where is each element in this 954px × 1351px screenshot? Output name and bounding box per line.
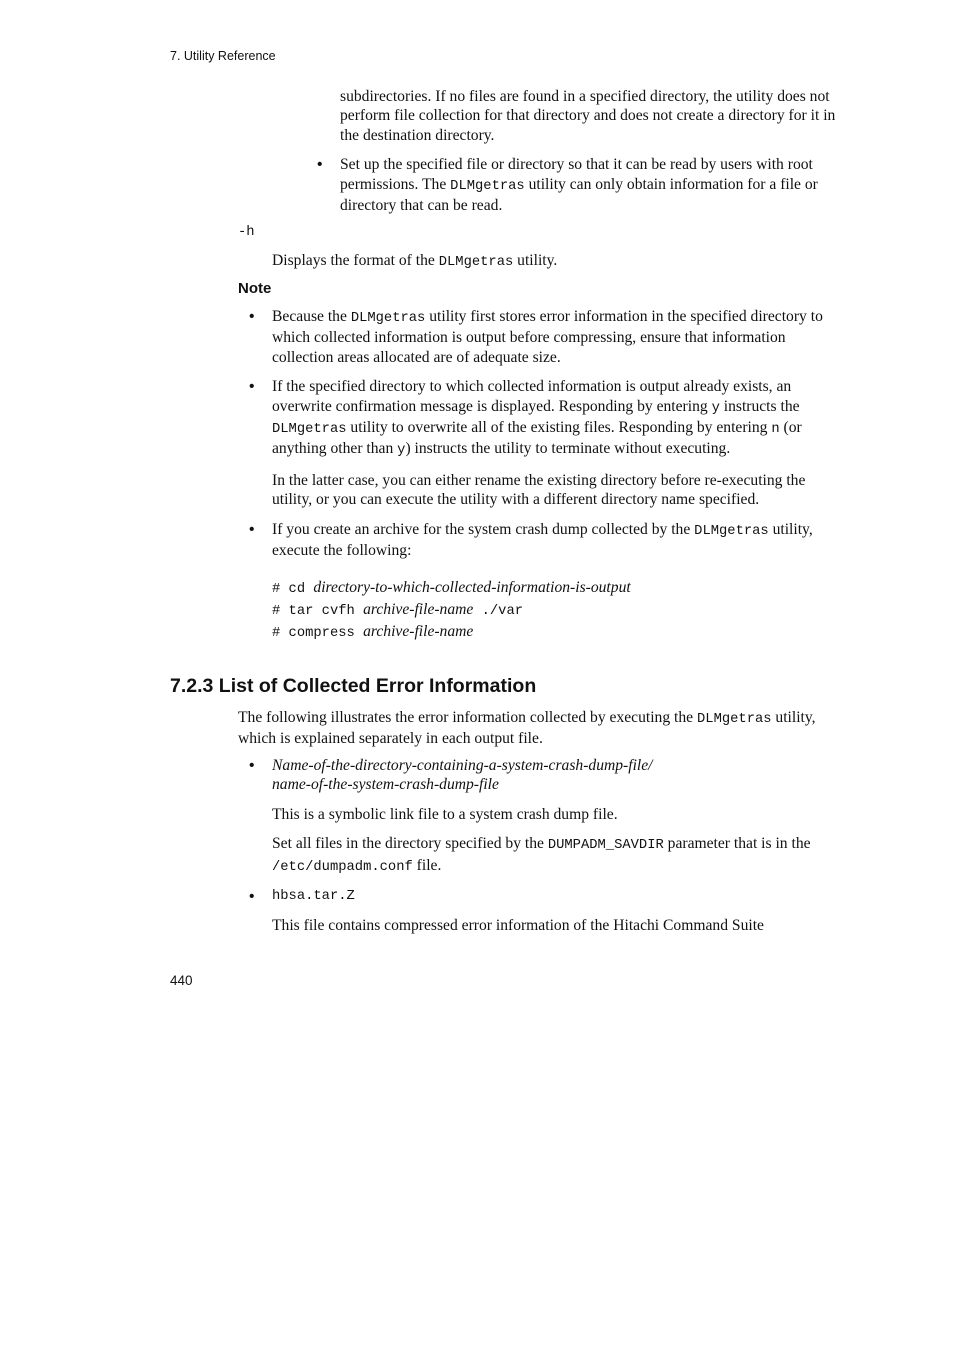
list-item	[317, 155, 840, 215]
bullet-glyph: •	[249, 378, 255, 396]
page-number: 440	[170, 973, 193, 988]
list-item-text: Because the DLMgetras utility first stores error information in the specified directory to which collected information is output before compressing, ensure that information collection areas allocated are of adequate size.	[272, 308, 823, 366]
command-block	[272, 578, 842, 643]
bullet-glyph: •	[317, 156, 323, 174]
bullet-glyph: •	[249, 757, 255, 774]
list-item	[249, 756, 842, 877]
list-item	[249, 307, 842, 367]
command-line: # tar cvfh archive-file-name ./var	[272, 601, 524, 620]
continuation-paragraph: subdirectories. If no files are found in a specified directory, the utility does not perform file collection for that directory and does not create a directory for it in the destination directory.	[340, 88, 836, 144]
command-line: # compress archive-file-name	[272, 622, 474, 641]
section-heading: 7.2.3 List of Collected Error Information	[170, 675, 537, 697]
section-intro: The following illustrates the error information collected by executing the DLMgetras utility, which is explained separately in each output file.	[238, 709, 816, 748]
list-item	[249, 887, 842, 936]
section-list	[249, 756, 842, 936]
continuation-block	[317, 87, 840, 215]
list-item-title: hbsa.tar.Z	[272, 889, 355, 905]
note-heading: Note	[238, 280, 272, 297]
list-item-title: Name-of-the-directory-containing-a-system-crash-dump-file/ name-of-the-system-crash-dump-file	[272, 757, 653, 794]
running-head: 7. Utility Reference	[170, 49, 276, 63]
option-flag: -h	[238, 225, 255, 240]
bullet-glyph: •	[249, 308, 255, 325]
note-list	[249, 307, 842, 643]
option-description: Displays the format of the DLMgetras utility.	[272, 252, 558, 270]
bullet-glyph: •	[249, 888, 255, 906]
list-item-text: If you create an archive for the system crash dump collected by the DLMgetras utility, execute the following:	[272, 520, 813, 560]
list-item	[249, 377, 842, 509]
list-item	[249, 520, 842, 561]
list-item-paragraph: Set all files in the directory specified by the DUMPADM_SAVDIR parameter that is in the /etc/dumpadm.conf file.	[272, 835, 811, 875]
command-line: # cd directory-to-which-collected-information-is-output	[272, 579, 631, 598]
list-item-text: Set up the specified file or directory so that it can be read by users with root permissions. The DLMgetras utility can only obtain information for a file or directory that can be read.	[340, 156, 818, 215]
bullet-glyph: •	[249, 520, 255, 538]
list-item-paragraph: In the latter case, you can either rename the existing directory before re-executing the utility, or you can execute the utility with a different directory name specified.	[272, 471, 806, 509]
list-item-paragraph: This file contains compressed error information of the Hitachi Command Suite	[272, 917, 764, 935]
list-item-text: If the specified directory to which collected information is output already exists, an overwrite confirmation message is displayed. Responding by entering y instructs the DLMgetras utility to overwrite all of the existing files. Responding by entering n (or anything other than y) instructs the utility to terminate without executing.	[272, 378, 802, 459]
list-item-paragraph: This is a symbolic link file to a system crash dump file.	[272, 805, 618, 823]
